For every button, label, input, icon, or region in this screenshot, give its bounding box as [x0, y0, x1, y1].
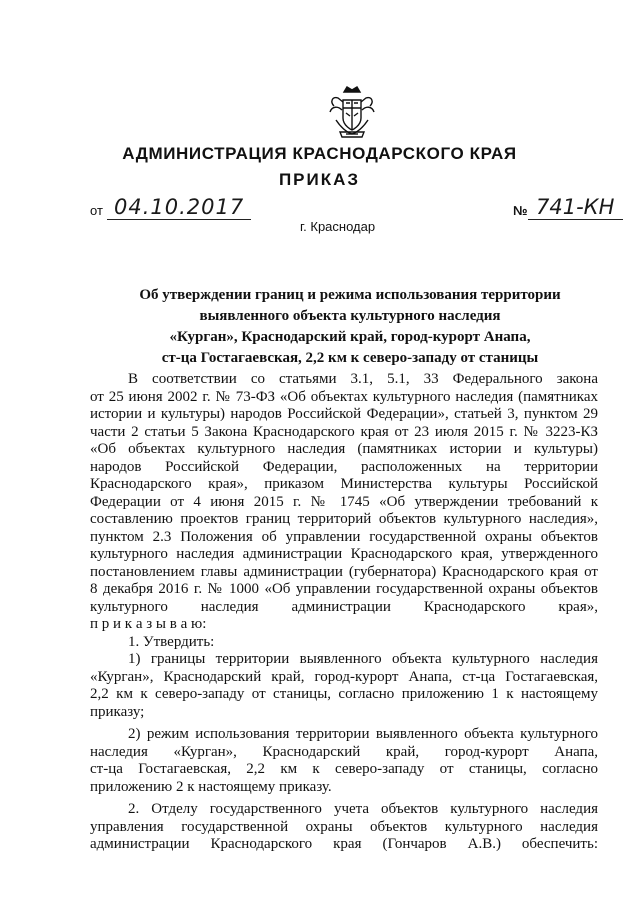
body-line: В соответствии со статьями 3.1, 5.1, 33 Федерального закона: [128, 371, 598, 387]
subject-line: Об утверждении границ и режима использования территории: [139, 287, 561, 303]
body-line: 2,2 км к северо-западу от станицы, согласно приложению 1 к настоящему: [90, 686, 598, 702]
body-line: народов Российской Федерации, расположенных на территории: [90, 458, 598, 475]
organization-title: АДМИНИСТРАЦИЯ КРАСНОДАРСКОГО КРАЯ: [122, 144, 517, 163]
decree-word: п р и к а з ы в а ю:: [90, 616, 207, 632]
body-line: части 2 статьи 5 Закона Краснодарского края от 23 июля 2015 г. № 3223-КЗ: [90, 423, 598, 440]
body-line: управления государственной охраны объектов культурного наследия: [90, 818, 598, 835]
handwritten-number: 741-КН: [536, 195, 615, 219]
item-1-heading: 1. Утвердить:: [128, 633, 215, 650]
coat-of-arms-icon: [326, 84, 378, 140]
handwritten-date: 04.10.2017: [114, 195, 245, 219]
body-line: ст-ца Гостагаевская, 2,2 км к северо-западу от станицы, согласно: [90, 761, 598, 777]
body-line: истории и культуры) народов Российской Федерации», статьей 3, пунктом 29: [90, 406, 598, 422]
order-subject: [90, 285, 610, 369]
number-label: №: [513, 203, 528, 218]
body-line: 2) режим использования территории выявленного объекта культурного: [128, 726, 598, 742]
body-line: 8 декабря 2016 г. № 1000 «Об управлении государственной охраны объектов: [90, 581, 598, 597]
body-line: составлению проектов границ территорий объектов культурного наследия»,: [90, 511, 598, 527]
body-line: «Курган», Краснодарский край, город-курорт Анапа, ст-ца Гостагаевская,: [90, 668, 598, 685]
body-line: 2. Отделу государственного учета объектов культурного наследия: [128, 801, 598, 817]
body-line: культурного наследия администрации Краснодарского края, утвержденного: [90, 546, 598, 562]
subject-line: ст-ца Гостагаевская, 2,2 км к северо-западу от станицы: [161, 350, 539, 366]
body-line: от 25 июня 2002 г. № 73-ФЗ «Об объектах культурного наследия (памятниках: [90, 388, 598, 405]
body-line: «Об объектах культурного наследия (памятниках истории и культуры): [90, 441, 598, 457]
number-underline: [528, 219, 623, 220]
subject-line: выявленного объекта культурного наследия: [199, 308, 501, 324]
body-line: культурного наследия администрации Краснодарского края»,: [90, 598, 598, 615]
body-line: постановлением главы администрации (губернатора) Краснодарского края от: [90, 563, 598, 580]
body-line: 1) границы территории выявленного объекта культурного наследия: [128, 651, 598, 667]
body-line: наследия «Курган», Краснодарский край, город-курорт Анапа,: [90, 743, 598, 760]
date-label: от: [90, 203, 103, 218]
body-line: администрации Краснодарского края (Гончаров А.В.) обеспечить:: [90, 836, 598, 852]
document-type: ПРИКАЗ: [278, 170, 361, 189]
body-line: приложению 2 к настоящему приказу.: [90, 778, 332, 795]
body-line: приказу;: [90, 703, 145, 720]
city-label: г. Краснодар: [300, 219, 376, 234]
order-body: [90, 371, 598, 854]
body-line: Краснодарского края», приказом Министерства культуры Российской: [90, 476, 598, 492]
body-line: Федерации от 4 июня 2015 г. № 1745 «Об утверждении требований к: [90, 493, 598, 510]
body-line: пунктом 2.3 Положения об управлении государственной охраны объектов: [90, 528, 598, 545]
subject-line: «Курган», Краснодарский край, город-курорт Анапа,: [169, 329, 531, 345]
date-underline: [107, 219, 251, 220]
